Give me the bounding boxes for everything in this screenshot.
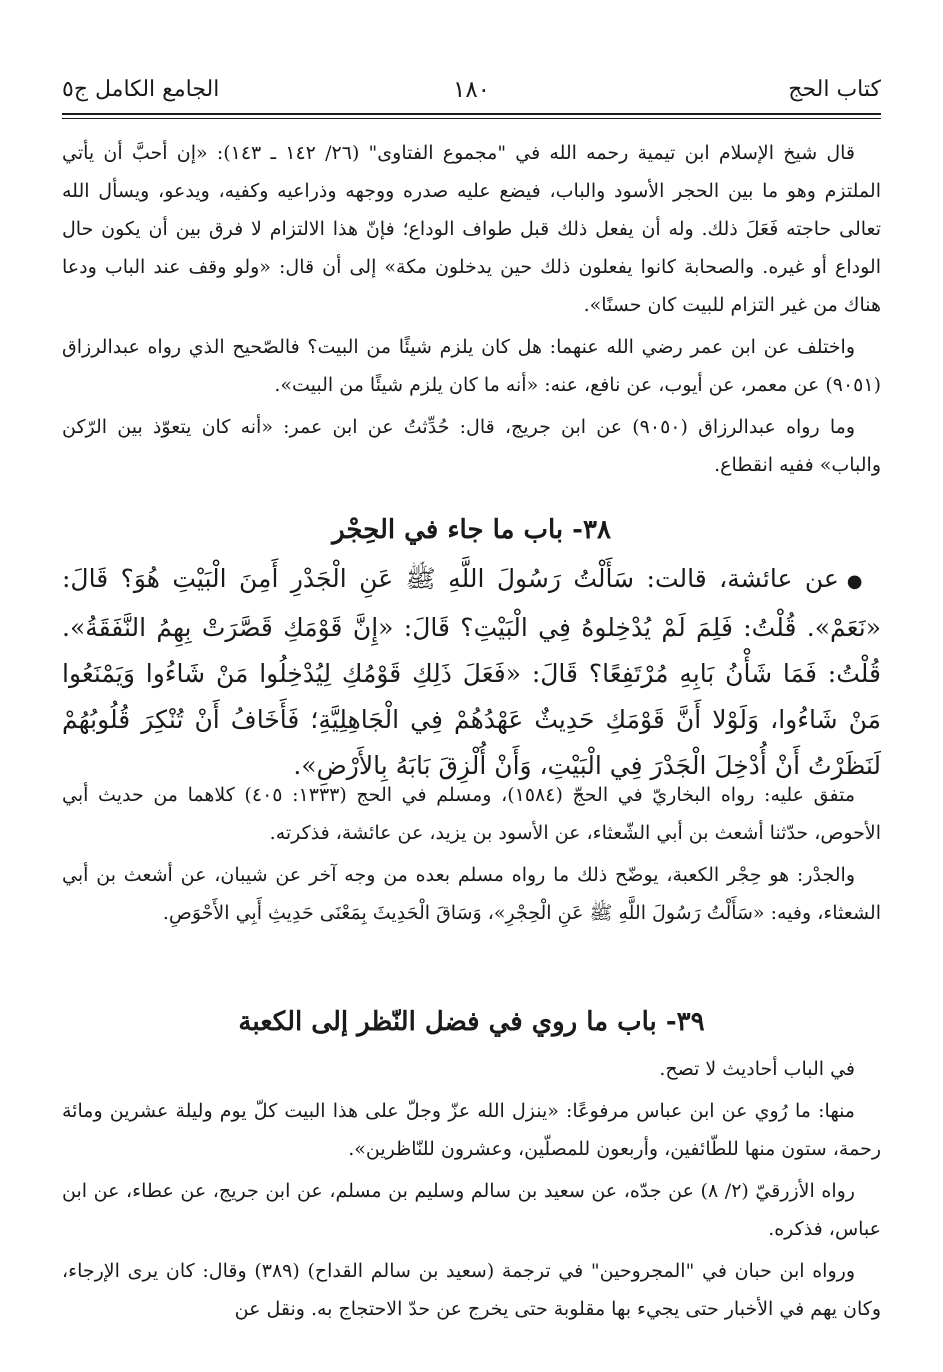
running-header — [62, 70, 881, 110]
commentary-block-3 — [62, 1050, 881, 1328]
hadith-text-block — [62, 556, 881, 789]
header-book-title: الجامع الكامل ج٥ — [62, 77, 220, 102]
paragraph-jadr-explanation: والجدْر: هو حِجْر الكعبة، يوضّح ذلك ما رواه مسلم بعده من وجه آخر عن شيبان، عن أشعث بن أبي الشعثاء، وفيه: «سَأَلْتُ رَسُولَ اللَّهِ ﷺ عَنِ الْحِجْرِ»، وَسَاقَ الْحَدِيثَ بِمَعْنَى حَدِيثِ أَبِي الأَحْوَصِ. — [62, 864, 881, 924]
section-heading-38: ٣٨- باب ما جاء في الحِجْر — [332, 515, 611, 545]
paragraph-ibn-hibban: ورواه ابن حبان في "المجروحين" في ترجمة (سعيد بن سالم القداح) (٣٨٩) وقال: كان يرى الإرجاء، وكان يهم في الأخبار حتى يجيء بها مقلوبة حتى يخرج عن حدّ الاحتجاج به. ونقل عن — [62, 1260, 881, 1320]
header-rule-thin — [62, 118, 881, 119]
hadith-paragraph — [62, 556, 881, 789]
bullet-icon: ● — [846, 571, 867, 592]
paragraph-azraqi: رواه الأزرقيّ (٢/ ٨) عن جدّه، عن سعيد بن سالم وسليم بن مسلم، عن ابن جريج، عن عطاء، عن ابن عباس، فذكره. — [62, 1180, 881, 1240]
paragraph-no-sahih: في الباب أحاديث لا تصح. — [659, 1058, 855, 1080]
commentary-block-1 — [62, 134, 881, 484]
paragraph-abdurrazzaq: وما رواه عبدالرزاق (٩٠٥٠) عن ابن جريج، قال: حُدِّثتُ عن ابن عمر: «أنه كان يتعوّذ بين الرّكن والباب» ففيه انقطاع. — [62, 416, 881, 476]
page-number: ١٨٠ — [452, 77, 491, 103]
section-heading-39: ٣٩- باب ما روي في فضل النّظر إلى الكعبة — [238, 1007, 705, 1037]
paragraph-ibn-taymiyyah: قال شيخ الإسلام ابن تيمية رحمه الله في "مجموع الفتاوى" (٢٦/ ١٤٢ ـ ١٤٣): «إن أحبَّ أن يأتي الملتزم وهو ما بين الحجر الأسود والباب، فيضع عليه صدره ووجهه وذراعيه وكفيه، ويدعو، ويسأل الله تعالى حاجته فَعَلَ ذلك. وله أن يفعل ذلك قبل طواف الوداع؛ فإنّ هذا الالتزام لا فرق بين أن يكون حال الوداع أو غيره. والصحابة كانوا يفعلون ذلك حين يدخلون مكة» إلى أن قال: «ولو وقف عند الباب ودعا هناك من غير التزام للبيت كان حسنًا». — [62, 142, 881, 316]
paragraph-ibn-abbas: منها: ما رُوي عن ابن عباس مرفوعًا: «ينزل الله عزّ وجلّ على هذا البيت كلّ يوم وليلة عشرين ومائة رحمة، ستون منها للطّائفين، وأربعون للمصلّين، وعشرون للنّاظرين». — [62, 1100, 881, 1160]
header-chapter-title: كتاب الحج — [788, 77, 881, 102]
header-rule — [62, 113, 881, 115]
paragraph-takhrij: متفق عليه: رواه البخاريّ في الحجّ (١٥٨٤)، ومسلم في الحج (١٣٣٣: ٤٠٥) كلاهما من حديث أبي الأحوص، حدّثنا أشعث بن أبي الشّعثاء، عن الأسود بن يزيد، عن عائشة، فذكرته. — [62, 784, 881, 844]
hadith-text: عن عائشة، قالت: سَأَلْتُ رَسُولَ اللَّهِ ﷺ عَنِ الْجَدْرِ أَمِنَ الْبَيْتِ هُوَ؟ قَالَ: «نَعَمْ». قُلْتُ: فَلِمَ لَمْ يُدْخِلوهُ فِي الْبَيْتِ؟ قَالَ: «إِنَّ قَوْمَكِ قَصَّرَتْ بِهِمُ النَّفَقَةُ». قُلْتُ: فَمَا شَأْنُ بَابِهِ مُرْتَفِعًا؟ قَالَ: «فَعَلَ ذَلِكِ قَوْمُكِ لِيُدْخِلُوا مَنْ شَاءُوا وَيَمْنَعُوا مَنْ شَاءُوا، وَلَوْلا أَنَّ قَوْمَكِ حَدِيثٌ عَهْدُهُمْ فِي الْجَاهِلِيَّةِ؛ فَأَخَافُ أَنْ تُنْكِرَ قُلُوبُهُمْ لَنَظَرْتُ أَنْ أُدْخِلَ الْجَدْرَ فِي الْبَيْتِ، وَأَنْ أُلْزِقَ بَابَهُ بِالأَرْضِ». — [62, 564, 881, 780]
paragraph-ibn-umar: واختلف عن ابن عمر رضي الله عنهما: هل كان يلزم شيئًا من البيت؟ فالصّحيح الذي رواه عبدالرزاق (٩٠٥١) عن معمر، عن أيوب، عن نافع، عنه: «أنه ما كان يلزم شيئًا من البيت». — [62, 336, 881, 396]
commentary-block-2 — [62, 776, 881, 932]
